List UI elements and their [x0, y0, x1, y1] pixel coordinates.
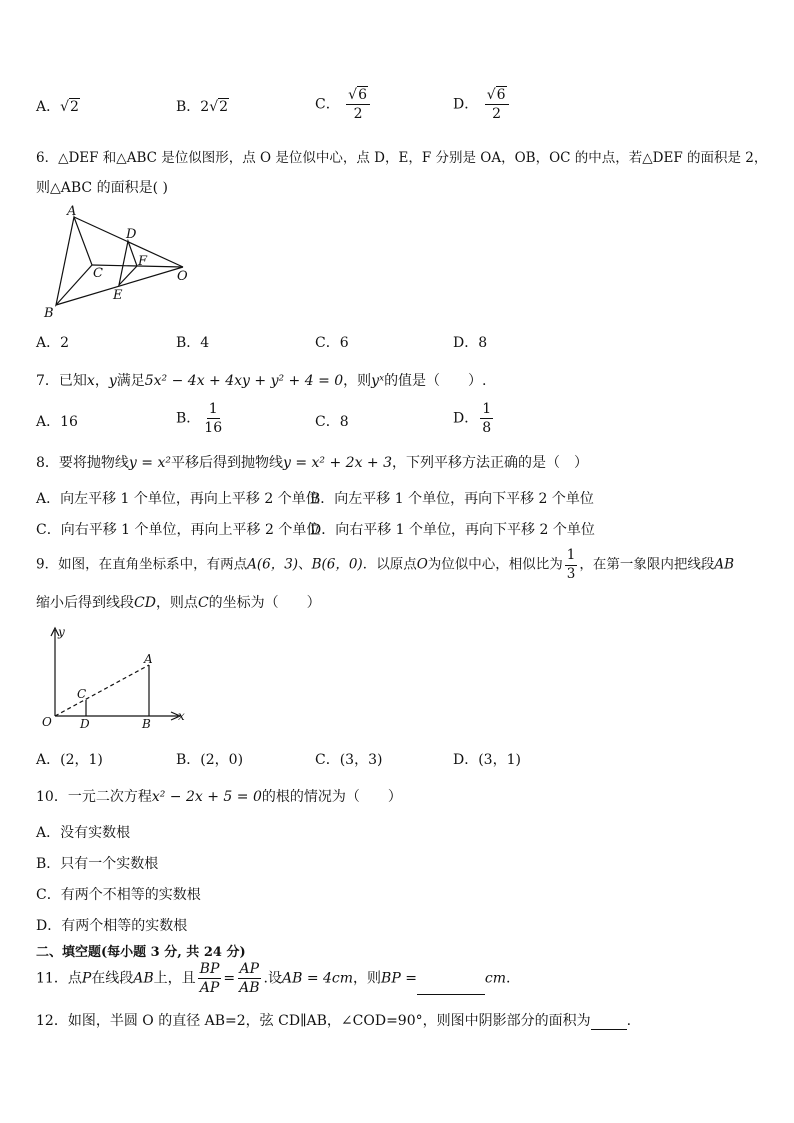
q6-label-a: A	[67, 204, 77, 219]
q9-label-o: O	[42, 715, 52, 729]
q5-option-c: C． $\frac{√6}{2}$	[315, 88, 372, 121]
q9-stem-line1: 9．如图，在直角坐标系中，有两点A(6，3)、B(6，0)．以原点O为位似中心，相似比为 $\frac{1}{3}$ ，在第一象限内把线段AB	[36, 547, 735, 582]
q6-label-b: B	[44, 306, 54, 321]
q6-stem-line1: 6．△DEF 和△ABC 是位似图形，点 O 是位似中心，点 D，E，F 分别是 OA，OB，OC 的中点，若△DEF 的面积是 2，	[36, 150, 768, 166]
q9-label-c: C	[77, 687, 87, 701]
q9-option-d: D．(3，1)	[453, 752, 521, 768]
q6-label-e: E	[113, 288, 123, 303]
q7-option-b: B． $\frac{1}{16}$	[176, 401, 223, 436]
q11-answer-blank[interactable]	[417, 994, 485, 995]
q5-option-d: D． $\frac{√6}{2}$	[453, 88, 511, 121]
q8-option-b: B．向左平移 1 个单位，再向下平移 2 个单位	[310, 491, 594, 507]
q8-option-c: C．向右平移 1 个单位，再向上平移 2 个单位	[36, 522, 321, 538]
q6-label-c: C	[93, 266, 103, 281]
q10-option-a: A．没有实数根	[36, 825, 131, 841]
q9-option-b: B．(2，0)	[176, 752, 244, 768]
q7-option-d: D． $\frac{1}{8}$	[453, 401, 492, 436]
q9-label-x: x	[178, 709, 185, 723]
q12-answer-blank[interactable]	[591, 1029, 627, 1030]
q8-option-a: A．向左平移 1 个单位，再向上平移 2 个单位	[36, 491, 320, 507]
q7-equation: 5x² − 4x + 4xy + y² + 4 = 0	[144, 373, 344, 389]
q6-option-d: D．8	[453, 335, 488, 351]
q6-option-a: A．2	[36, 335, 70, 351]
q9-option-a: A．(2，1)	[36, 752, 103, 768]
q6-stem-line2: 则△ABC 的面积是( )	[36, 180, 168, 196]
q10-option-b: B．只有一个实数根	[36, 856, 159, 872]
q6-option-b: B．4	[176, 335, 210, 351]
q9-option-c: C．(3，3)	[315, 752, 383, 768]
q9-figure	[38, 622, 188, 730]
q9-stem-line2: 缩小后得到线段CD，则点C的坐标为（ ）	[36, 595, 321, 611]
q9-label-a: A	[144, 652, 153, 666]
q5-option-a: A．√2	[36, 99, 79, 115]
q8-stem: 8．要将抛物线y = x²平移后得到抛物线y = x² + 2x + 3，下列平移方法正确的是（ ）	[36, 455, 589, 471]
q5-option-b: B．2√2	[176, 99, 229, 115]
q6-label-f: F	[138, 254, 148, 269]
q6-option-c: C．6	[315, 335, 349, 351]
q10-option-c: C．有两个不相等的实数根	[36, 887, 201, 903]
q12-stem: 12．如图，半圆 O 的直径 AB=2，弦 CD∥AB，∠COD=90°，则图中阴影部分的面积为 .	[36, 1013, 632, 1029]
q9-label-y: y	[58, 625, 65, 639]
q6-figure	[40, 203, 200, 323]
q6-label-o: O	[177, 269, 188, 284]
section-heading: 二、填空题(每小题 3 分, 共 24 分)	[36, 945, 246, 960]
q9-label-b: B	[142, 717, 151, 730]
q7-option-a: A．16	[36, 414, 78, 430]
q7-stem: 7．已知x，y满足5x² − 4x + 4xy + y² + 4 = 0，则yˣ的值是（ ）.	[36, 373, 487, 389]
q10-option-d: D．有两个相等的实数根	[36, 918, 188, 934]
q8-option-d: D．向右平移 1 个单位，再向下平移 2 个单位	[310, 522, 595, 538]
q6-label-d: D	[126, 227, 137, 242]
q9-label-d: D	[80, 717, 90, 730]
q7-option-c: C．8	[315, 414, 349, 430]
q11-stem: 11．点P在线段AB上，且 $\frac{BP}{AP}$ = $\frac{AP}{AB}$ .设AB = 4cm，则BP = cm.	[36, 961, 511, 996]
q10-stem: 10．一元二次方程x² − 2x + 5 = 0的根的情况为（ ）	[36, 789, 402, 805]
